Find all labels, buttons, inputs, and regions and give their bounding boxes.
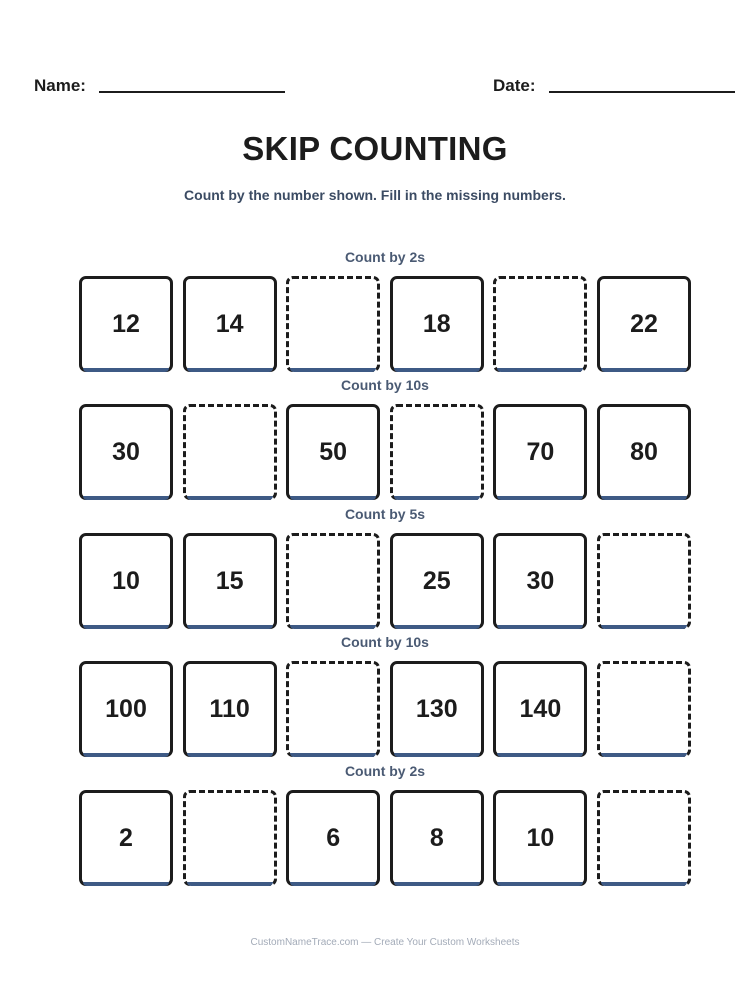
number-box: 30 xyxy=(493,533,587,629)
number-box: 2 xyxy=(79,790,173,886)
number-box: 30 xyxy=(79,404,173,500)
answer-box-blank[interactable] xyxy=(493,276,587,372)
number-box: 22 xyxy=(597,276,691,372)
name-field xyxy=(34,76,285,96)
footer-credit: CustomNameTrace.com — Create Your Custom Worksheets xyxy=(250,937,520,948)
number-row xyxy=(79,661,691,757)
number-box: 70 xyxy=(493,404,587,500)
date-line[interactable] xyxy=(549,91,735,93)
number-box: 12 xyxy=(79,276,173,372)
number-box: 130 xyxy=(390,661,484,757)
page-title: SKIP COUNTING xyxy=(242,130,508,167)
row-label: Count by 2s xyxy=(344,249,426,265)
answer-box-blank[interactable] xyxy=(286,276,380,372)
answer-box-blank[interactable] xyxy=(183,790,277,886)
number-box: 50 xyxy=(286,404,380,500)
answer-box-blank[interactable] xyxy=(286,533,380,629)
number-box: 6 xyxy=(286,790,380,886)
number-row xyxy=(79,276,691,372)
number-box: 8 xyxy=(390,790,484,886)
number-box: 80 xyxy=(597,404,691,500)
number-box: 25 xyxy=(390,533,484,629)
number-box: 10 xyxy=(493,790,587,886)
number-box: 140 xyxy=(493,661,587,757)
date-field xyxy=(493,76,735,96)
row-label: Count by 10s xyxy=(341,634,429,650)
name-label: Name: xyxy=(34,76,86,95)
instructions: Count by the number shown. Fill in the missing numbers. xyxy=(184,187,566,203)
answer-box-blank[interactable] xyxy=(183,404,277,500)
row-label: Count by 5s xyxy=(344,506,426,522)
answer-box-blank[interactable] xyxy=(597,661,691,757)
date-label: Date: xyxy=(493,76,536,95)
number-box: 10 xyxy=(79,533,173,629)
number-row xyxy=(79,790,691,886)
answer-box-blank[interactable] xyxy=(390,404,484,500)
number-box: 100 xyxy=(79,661,173,757)
number-box: 15 xyxy=(183,533,277,629)
answer-box-blank[interactable] xyxy=(597,790,691,886)
row-label: Count by 10s xyxy=(341,377,429,393)
number-box: 110 xyxy=(183,661,277,757)
number-row xyxy=(79,404,691,500)
answer-box-blank[interactable] xyxy=(597,533,691,629)
answer-box-blank[interactable] xyxy=(286,661,380,757)
number-box: 18 xyxy=(390,276,484,372)
name-line[interactable] xyxy=(99,91,285,93)
number-box: 14 xyxy=(183,276,277,372)
row-label: Count by 2s xyxy=(344,763,426,779)
number-row xyxy=(79,533,691,629)
worksheet-header xyxy=(34,76,737,96)
